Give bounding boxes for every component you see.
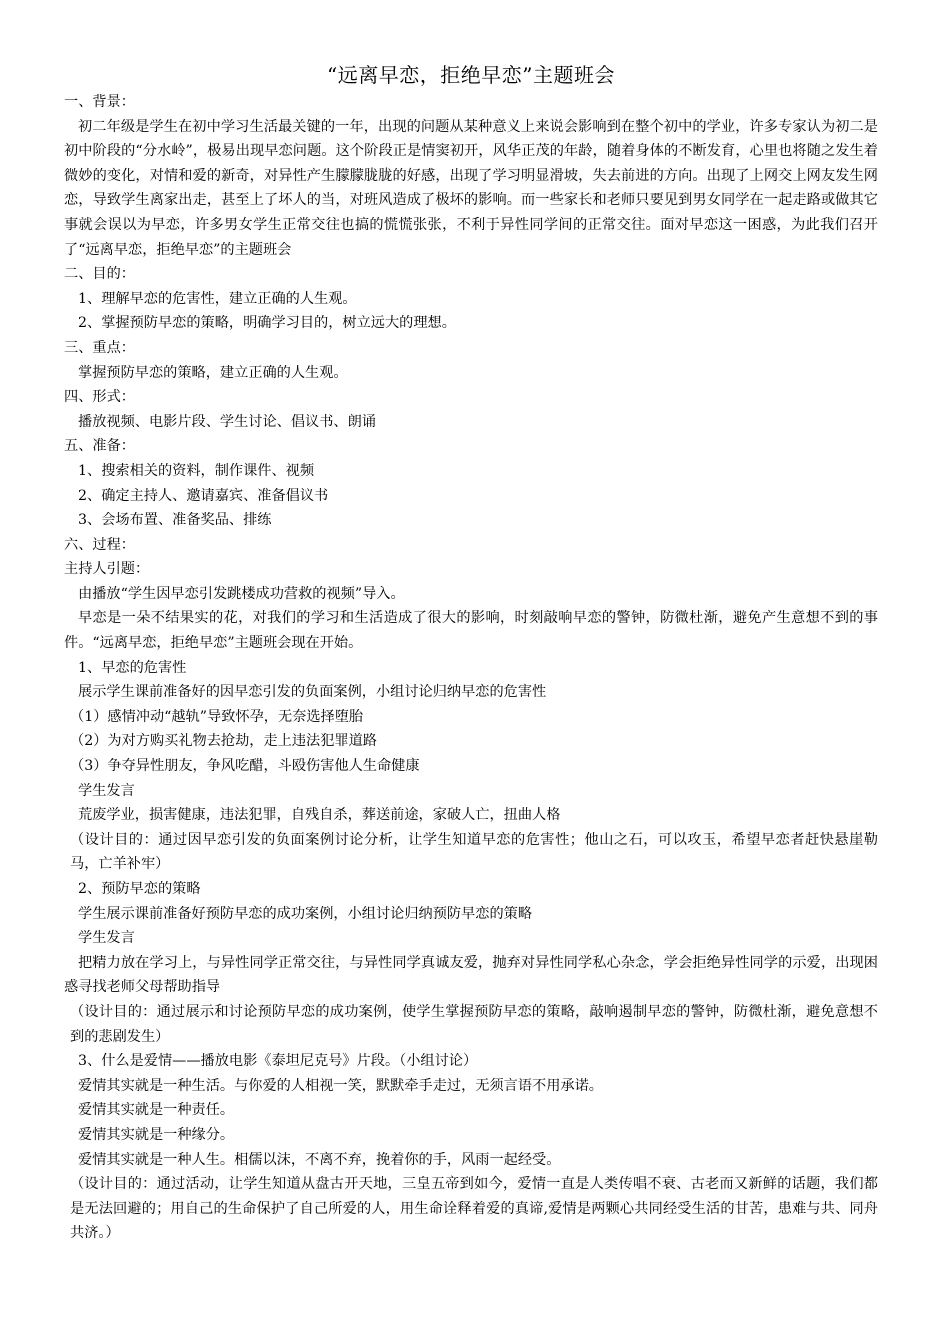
paragraph: 播放视频、电影片段、学生讨论、倡议书、朗诵 (78, 413, 376, 430)
paragraph: 由播放“学生因早恋引发跳楼成功营救的视频”导入。 (78, 585, 405, 602)
section-heading: 四、形式： (64, 389, 135, 406)
paragraph: 早恋是一朵不结果实的花，对我们的学习和生活造成了很大的影响，时刻敲响早恋的警钟，防微杜渐，避免产生意想不到的事件。“远离早恋，拒绝早恋”主题班会现在开始。 (64, 610, 878, 652)
paragraph: 爱情其实就是一种人生。相儒以沫，不离不弃，挽着你的手，风雨一起经受。 (78, 1151, 561, 1168)
paragraph: 初二年级是学生在初中学习生活最关键的一年，出现的问题从某种意义上来说会影响到在整个初中的学业，许多专家认为初二是初中阶段的“分水岭”，极易出现早恋问题。这个阶段正是情窦初开，风华正茂的年龄，随着身体的不断发育，心里也将随之发生着微妙的变化，对情和爱的新奇，对异性产生朦朦胧胧的好感，出现了学习明显滑坡，失去前进的方向。出现了上网交上网友发生网恋，导致学生离家出走，甚至上了坏人的当，对班风造成了极坏的影响。而一些家长和老师只要见到男女同学在一起走路或做其它事就会误以为早恋，许多男女学生正常交往也搞的慌慌张张，不利于异性同学间的正常交往。面对早恋这一困惑，为此我们召开了“远离早恋，拒绝早恋”的主题班会 (64, 118, 878, 258)
paragraph: 学生展示课前准备好预防早恋的成功案例，小组讨论归纳预防早恋的策略 (78, 905, 533, 922)
paragraph: 学生发言 (78, 930, 135, 947)
document-page (64, 62, 878, 1246)
paragraph: 掌握预防早恋的策略，建立正确的人生观。 (78, 364, 348, 381)
section-heading: 二、目的： (64, 266, 135, 283)
paragraph: 爱情其实就是一种缘分。 (78, 1126, 235, 1143)
paragraph: 荒废学业，损害健康，违法犯罪，自残自杀，葬送前途，家破人亡，扭曲人格 (78, 807, 561, 824)
paragraph: 1、早恋的危害性 (78, 659, 187, 676)
paragraph: （设计目的：通过活动，让学生知道从盘古开天地，三皇五帝到如今，爱情一直是人类传唱不衰、古老而又新鲜的话题，我们都是无法回避的；用自己的生命保护了自己所爱的人，用生命诠释着爱的真谛,爱情是两颗心共同经受生活的甘苦，患难与共、同舟共济。） (70, 1176, 878, 1242)
paragraph: 学生发言 (78, 782, 135, 799)
section-heading: 一、背景： (64, 94, 135, 110)
section-heading: 五、准备： (64, 438, 135, 455)
paragraph: 爱情其实就是一种生活。与你爱的人相视一笑，默默牵手走过，无须言语不用承诺。 (78, 1077, 603, 1094)
paragraph: 把精力放在学习上，与异性同学正常交往，与异性同学真诚友爱，抛弃对异性同学私心杂念，学会拒绝异性同学的示爱，出现困惑寻找老师父母帮助指导 (64, 954, 878, 996)
paragraph: 3、会场布置、准备奖品、排练 (78, 512, 272, 529)
paragraph: 3、什么是爱情——播放电影《泰坦尼克号》片段。（小组讨论） (78, 1053, 478, 1070)
paragraph: 1、搜索相关的资料，制作课件、视频 (78, 462, 315, 479)
paragraph: （1）感情冲动“越轨”导致怀孕，无奈选择堕胎 (70, 708, 364, 725)
paragraph: 2、确定主持人、邀请嘉宾、准备倡议书 (78, 487, 329, 504)
paragraph: 1、理解早恋的危害性，建立正确的人生观。 (78, 290, 357, 307)
paragraph: 2、预防早恋的策略 (78, 881, 201, 897)
paragraph: （2）为对方购买礼物去抢劫，走上违法犯罪道路 (70, 733, 377, 750)
paragraph: 爱情其实就是一种责任。 (78, 1102, 235, 1119)
paragraph: （3）争夺异性朋友，争风吃醋，斗殴伤害他人生命健康 (70, 758, 420, 775)
section-heading: 三、重点： (64, 339, 135, 356)
document-title: “远离早恋，拒绝早恋”主题班会 (327, 63, 615, 87)
paragraph: 2、掌握预防早恋的策略，明确学习目的，树立远大的理想。 (78, 315, 456, 332)
paragraph: （设计目的：通过因早恋引发的负面案例讨论分析，让学生知道早恋的危害性；他山之石，可以攻玉，希望早恋者赶快悬崖勒马，亡羊补牢） (70, 831, 878, 873)
paragraph: 展示学生课前准备好的因早恋引发的负面案例，小组讨论归纳早恋的危害性 (78, 684, 547, 701)
document-body (64, 90, 878, 1246)
paragraph: （设计目的：通过展示和讨论预防早恋的成功案例，使学生掌握预防早恋的策略，敲响遏制早恋的警钟，防微杜渐，避免意想不到的悲剧发生） (70, 1003, 878, 1045)
section-heading: 六、过程： (64, 536, 135, 553)
section-heading: 主持人引题： (64, 561, 150, 578)
